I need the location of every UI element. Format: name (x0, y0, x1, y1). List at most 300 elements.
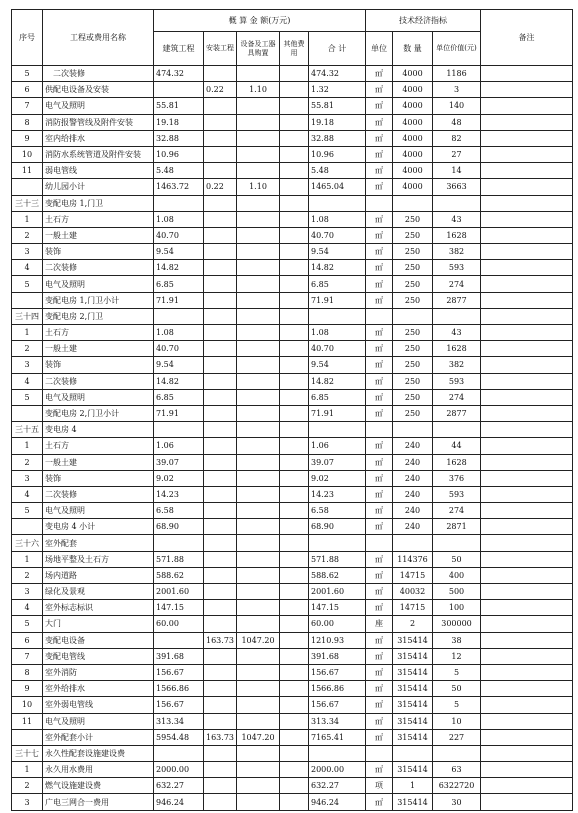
cell-note (481, 244, 573, 260)
cell-note (481, 146, 573, 162)
cell-unit-value: 12 (433, 648, 481, 664)
cell-build: 588.62 (154, 567, 204, 583)
cell-total: 7165.41 (309, 729, 366, 745)
cell-name: 消防水系统管道及附件安装 (43, 146, 154, 162)
cell-unit: ㎡ (366, 227, 393, 243)
cell-name: 场地平整及土石方 (43, 551, 154, 567)
cell-other (280, 503, 309, 519)
cell-name: 室外配套小计 (43, 729, 154, 745)
table-row (12, 66, 573, 82)
cell-unit-value: 27 (433, 146, 481, 162)
table-row (12, 486, 573, 502)
cell-unit-value: 1628 (433, 227, 481, 243)
cell-equip (237, 713, 280, 729)
cell-note (481, 357, 573, 373)
cell-install (204, 519, 237, 535)
cell-unit (366, 745, 393, 761)
cell-equip (237, 373, 280, 389)
cell-unit: ㎡ (366, 454, 393, 470)
cell-unit: ㎡ (366, 292, 393, 308)
cell-unit: 座 (366, 616, 393, 632)
cell-other (280, 632, 309, 648)
cell-no: 2 (12, 341, 43, 357)
cell-equip (237, 664, 280, 680)
cell-note (481, 341, 573, 357)
cell-build: 6.85 (154, 276, 204, 292)
cell-install (204, 260, 237, 276)
table-row (12, 600, 573, 616)
cell-note (481, 681, 573, 697)
cell-note (481, 66, 573, 82)
cell-install (204, 794, 237, 810)
cell-install (204, 98, 237, 114)
cell-unit: ㎡ (366, 211, 393, 227)
cell-other (280, 600, 309, 616)
cell-no: 3 (12, 794, 43, 810)
table-row (12, 729, 573, 745)
cell-unit: ㎡ (366, 325, 393, 341)
cell-total: 6.58 (309, 503, 366, 519)
cell-build: 946.24 (154, 794, 204, 810)
cell-note (481, 697, 573, 713)
cell-total: 19.18 (309, 114, 366, 130)
cell-unit-value: 227 (433, 729, 481, 745)
table-row (12, 146, 573, 162)
cell-other (280, 405, 309, 421)
cell-name: 变配电房 2,门卫 (43, 308, 154, 324)
cell-equip (237, 389, 280, 405)
cell-unit-value: 43 (433, 211, 481, 227)
cell-total: 40.70 (309, 341, 366, 357)
cell-note (481, 389, 573, 405)
cell-qty: 2 (393, 616, 433, 632)
cell-qty: 315414 (393, 762, 433, 778)
cell-total: 5.48 (309, 163, 366, 179)
cell-no: 5 (12, 66, 43, 82)
cell-build (154, 82, 204, 98)
cell-qty: 250 (393, 276, 433, 292)
cell-note (481, 438, 573, 454)
cell-other (280, 486, 309, 502)
header-equip: 设备及工器具购置 (237, 32, 280, 66)
cell-other (280, 114, 309, 130)
cell-unit-value: 43 (433, 325, 481, 341)
cell-other (280, 308, 309, 324)
cell-build: 68.90 (154, 519, 204, 535)
cell-no: 三十六 (12, 535, 43, 551)
table-row (12, 82, 573, 98)
cell-unit-value: 274 (433, 276, 481, 292)
cell-name: 二次装修 (43, 373, 154, 389)
cell-no: 2 (12, 778, 43, 794)
cell-unit-value: 6322720 (433, 778, 481, 794)
cell-total (309, 195, 366, 211)
cell-install (204, 664, 237, 680)
cell-install (204, 535, 237, 551)
cell-note (481, 632, 573, 648)
cell-equip (237, 211, 280, 227)
cell-other (280, 438, 309, 454)
cell-equip (237, 745, 280, 761)
cell-other (280, 146, 309, 162)
estimate-table (11, 9, 573, 811)
cell-no: 3 (12, 357, 43, 373)
cell-qty (393, 535, 433, 551)
cell-build: 632.27 (154, 778, 204, 794)
cell-other (280, 729, 309, 745)
cell-unit-value: 63 (433, 762, 481, 778)
cell-note (481, 535, 573, 551)
cell-unit: 项 (366, 778, 393, 794)
table-row (12, 745, 573, 761)
cell-build: 1463.72 (154, 179, 204, 195)
cell-total: 39.07 (309, 454, 366, 470)
cell-equip (237, 244, 280, 260)
cell-qty: 40032 (393, 584, 433, 600)
cell-unit-value: 2871 (433, 519, 481, 535)
header-build: 建筑工程 (154, 32, 204, 66)
cell-unit-value: 2877 (433, 405, 481, 421)
cell-note (481, 130, 573, 146)
cell-qty: 250 (393, 405, 433, 421)
cell-other (280, 584, 309, 600)
cell-no: 7 (12, 648, 43, 664)
cell-unit: ㎡ (366, 551, 393, 567)
cell-qty: 4000 (393, 130, 433, 146)
cell-unit: ㎡ (366, 98, 393, 114)
cell-name: 二次装修 (43, 486, 154, 502)
cell-other (280, 664, 309, 680)
cell-install (204, 551, 237, 567)
cell-other (280, 567, 309, 583)
cell-install: 163.73 (204, 632, 237, 648)
cell-build: 14.82 (154, 260, 204, 276)
cell-total: 391.68 (309, 648, 366, 664)
cell-note (481, 486, 573, 502)
cell-no: 5 (12, 389, 43, 405)
cell-build: 71.91 (154, 292, 204, 308)
table-row (12, 227, 573, 243)
header-amount-group: 概 算 金 额(万元) (154, 10, 366, 32)
header-unit: 单位 (366, 32, 393, 66)
cell-total: 474.32 (309, 66, 366, 82)
cell-name: 变电房 4 小计 (43, 519, 154, 535)
cell-no: 4 (12, 600, 43, 616)
cell-build: 474.32 (154, 66, 204, 82)
cell-build: 2001.60 (154, 584, 204, 600)
cell-build: 14.23 (154, 486, 204, 502)
cell-equip (237, 648, 280, 664)
cell-total: 60.00 (309, 616, 366, 632)
table-row (12, 211, 573, 227)
cell-unit (366, 422, 393, 438)
cell-build: 2000.00 (154, 762, 204, 778)
cell-build: 313.34 (154, 713, 204, 729)
cell-build: 147.15 (154, 600, 204, 616)
header-total: 合 计 (309, 32, 366, 66)
cell-note (481, 519, 573, 535)
cell-other (280, 778, 309, 794)
cell-unit-value (433, 308, 481, 324)
cell-unit: ㎡ (366, 713, 393, 729)
cell-qty: 240 (393, 486, 433, 502)
cell-build: 6.58 (154, 503, 204, 519)
cell-other (280, 697, 309, 713)
cell-note (481, 405, 573, 421)
cell-qty: 315414 (393, 697, 433, 713)
cell-unit-value: 1628 (433, 454, 481, 470)
cell-unit: ㎡ (366, 244, 393, 260)
cell-total: 6.85 (309, 276, 366, 292)
cell-name: 广电三网合一费用 (43, 794, 154, 810)
cell-unit: ㎡ (366, 697, 393, 713)
cell-no: 9 (12, 130, 43, 146)
cell-equip: 1047.20 (237, 729, 280, 745)
cell-name: 变电房 4 (43, 422, 154, 438)
cell-name: 幼儿园小计 (43, 179, 154, 195)
cell-note (481, 600, 573, 616)
cell-build (154, 195, 204, 211)
cell-other (280, 681, 309, 697)
cell-build: 1.08 (154, 325, 204, 341)
cell-unit: ㎡ (366, 260, 393, 276)
cell-install (204, 308, 237, 324)
cell-build: 40.70 (154, 341, 204, 357)
cell-equip (237, 325, 280, 341)
cell-install (204, 503, 237, 519)
cell-name: 电气及照明 (43, 713, 154, 729)
cell-equip (237, 276, 280, 292)
cell-unit-value: 82 (433, 130, 481, 146)
cell-name: 一般土建 (43, 227, 154, 243)
header-no: 序号 (12, 10, 43, 66)
cell-name: 装饰 (43, 244, 154, 260)
cell-install (204, 405, 237, 421)
cell-unit: ㎡ (366, 341, 393, 357)
cell-total: 14.82 (309, 373, 366, 389)
cell-install (204, 454, 237, 470)
cell-total: 6.85 (309, 389, 366, 405)
cell-no: 三十七 (12, 745, 43, 761)
cell-install (204, 130, 237, 146)
cell-other (280, 325, 309, 341)
cell-name: 室外给排水 (43, 681, 154, 697)
cell-qty: 250 (393, 357, 433, 373)
cell-no: 6 (12, 632, 43, 648)
cell-no: 5 (12, 616, 43, 632)
cell-no: 3 (12, 470, 43, 486)
cell-equip (237, 341, 280, 357)
cell-note (481, 713, 573, 729)
cell-other (280, 163, 309, 179)
cell-equip: 1.10 (237, 179, 280, 195)
cell-no: 11 (12, 713, 43, 729)
cell-install (204, 486, 237, 502)
cell-no: 1 (12, 325, 43, 341)
cell-other (280, 470, 309, 486)
cell-unit: ㎡ (366, 130, 393, 146)
cell-unit-value: 593 (433, 486, 481, 502)
cell-build: 39.07 (154, 454, 204, 470)
cell-no: 1 (12, 551, 43, 567)
cell-equip (237, 98, 280, 114)
cell-qty: 315414 (393, 794, 433, 810)
cell-equip (237, 454, 280, 470)
cell-other (280, 130, 309, 146)
header-note: 备注 (481, 10, 573, 66)
cell-note (481, 551, 573, 567)
cell-unit: ㎡ (366, 389, 393, 405)
table-row (12, 535, 573, 551)
cell-equip (237, 146, 280, 162)
cell-unit-value: 14 (433, 163, 481, 179)
cell-build: 156.67 (154, 697, 204, 713)
cell-unit-value: 140 (433, 98, 481, 114)
cell-qty: 4000 (393, 82, 433, 98)
cell-note (481, 616, 573, 632)
cell-other (280, 260, 309, 276)
cell-no: 2 (12, 227, 43, 243)
cell-equip (237, 195, 280, 211)
cell-unit: ㎡ (366, 519, 393, 535)
cell-other (280, 713, 309, 729)
cell-other (280, 389, 309, 405)
cell-total: 1465.04 (309, 179, 366, 195)
cell-install (204, 114, 237, 130)
cell-equip: 1.10 (237, 82, 280, 98)
cell-name: 电气及照明 (43, 389, 154, 405)
cell-unit-value (433, 422, 481, 438)
cell-name: 变配电管线 (43, 648, 154, 664)
cell-build: 1.06 (154, 438, 204, 454)
cell-total: 1210.93 (309, 632, 366, 648)
cell-equip (237, 260, 280, 276)
cell-build: 571.88 (154, 551, 204, 567)
table-row (12, 422, 573, 438)
cell-install (204, 341, 237, 357)
cell-unit-value: 5 (433, 664, 481, 680)
cell-qty: 4000 (393, 146, 433, 162)
table-row (12, 276, 573, 292)
cell-no (12, 519, 43, 535)
table-row (12, 551, 573, 567)
cell-unit (366, 308, 393, 324)
cell-install (204, 567, 237, 583)
cell-install (204, 244, 237, 260)
cell-note (481, 373, 573, 389)
cell-build: 71.91 (154, 405, 204, 421)
cell-note (481, 98, 573, 114)
cell-build: 32.88 (154, 130, 204, 146)
cell-no: 10 (12, 146, 43, 162)
cell-other (280, 179, 309, 195)
table-row (12, 98, 573, 114)
cell-unit-value: 48 (433, 114, 481, 130)
cell-unit: ㎡ (366, 405, 393, 421)
cell-total: 14.23 (309, 486, 366, 502)
cell-build (154, 422, 204, 438)
cell-total: 632.27 (309, 778, 366, 794)
cell-qty: 250 (393, 373, 433, 389)
cell-equip (237, 584, 280, 600)
header-name: 工程或费用名称 (43, 10, 154, 66)
cell-qty: 240 (393, 438, 433, 454)
cell-qty: 250 (393, 211, 433, 227)
cell-name: 土石方 (43, 438, 154, 454)
cell-install (204, 616, 237, 632)
cell-unit-value: 50 (433, 681, 481, 697)
cell-unit: ㎡ (366, 276, 393, 292)
cell-equip (237, 66, 280, 82)
cell-total: 2001.60 (309, 584, 366, 600)
cell-total: 313.34 (309, 713, 366, 729)
cell-total: 1.08 (309, 325, 366, 341)
cell-name: 室内给排水 (43, 130, 154, 146)
cell-build (154, 535, 204, 551)
header-tech-group: 技术经济指标 (366, 10, 481, 32)
cell-total (309, 308, 366, 324)
cell-qty: 315414 (393, 681, 433, 697)
cell-no: 4 (12, 373, 43, 389)
cell-unit: ㎡ (366, 632, 393, 648)
cell-unit: ㎡ (366, 470, 393, 486)
cell-note (481, 664, 573, 680)
cell-total: 1566.86 (309, 681, 366, 697)
cell-note (481, 211, 573, 227)
cell-install (204, 195, 237, 211)
cell-name: 消防报警管线及附件安装 (43, 114, 154, 130)
cell-unit-value: 3 (433, 82, 481, 98)
cell-no: 4 (12, 486, 43, 502)
cell-equip (237, 438, 280, 454)
cell-total: 588.62 (309, 567, 366, 583)
cell-unit: ㎡ (366, 438, 393, 454)
cell-no: 7 (12, 98, 43, 114)
table-row (12, 325, 573, 341)
table-row (12, 179, 573, 195)
table-row (12, 713, 573, 729)
cell-unit-value: 10 (433, 713, 481, 729)
cell-name: 变配电房 1,门卫小计 (43, 292, 154, 308)
cell-install: 0.22 (204, 179, 237, 195)
table-row (12, 244, 573, 260)
table-row (12, 584, 573, 600)
cell-name: 大门 (43, 616, 154, 632)
cell-equip (237, 551, 280, 567)
cell-qty: 250 (393, 227, 433, 243)
cell-build: 5954.48 (154, 729, 204, 745)
table-row (12, 195, 573, 211)
cell-name: 变配电房 1,门卫 (43, 195, 154, 211)
cell-other (280, 244, 309, 260)
cell-unit: ㎡ (366, 762, 393, 778)
cell-unit: ㎡ (366, 486, 393, 502)
cell-total (309, 535, 366, 551)
cell-other (280, 66, 309, 82)
cell-unit-value: 2877 (433, 292, 481, 308)
cell-total: 1.32 (309, 82, 366, 98)
cell-no: 8 (12, 114, 43, 130)
cell-name: 室外消防 (43, 664, 154, 680)
cell-install (204, 778, 237, 794)
cell-other (280, 373, 309, 389)
cell-no: 3 (12, 244, 43, 260)
cell-unit-value: 1186 (433, 66, 481, 82)
cell-qty: 4000 (393, 179, 433, 195)
header-unit-value: 单位价值(元) (433, 32, 481, 66)
cell-name: 绿化及景观 (43, 584, 154, 600)
cell-qty: 250 (393, 389, 433, 405)
